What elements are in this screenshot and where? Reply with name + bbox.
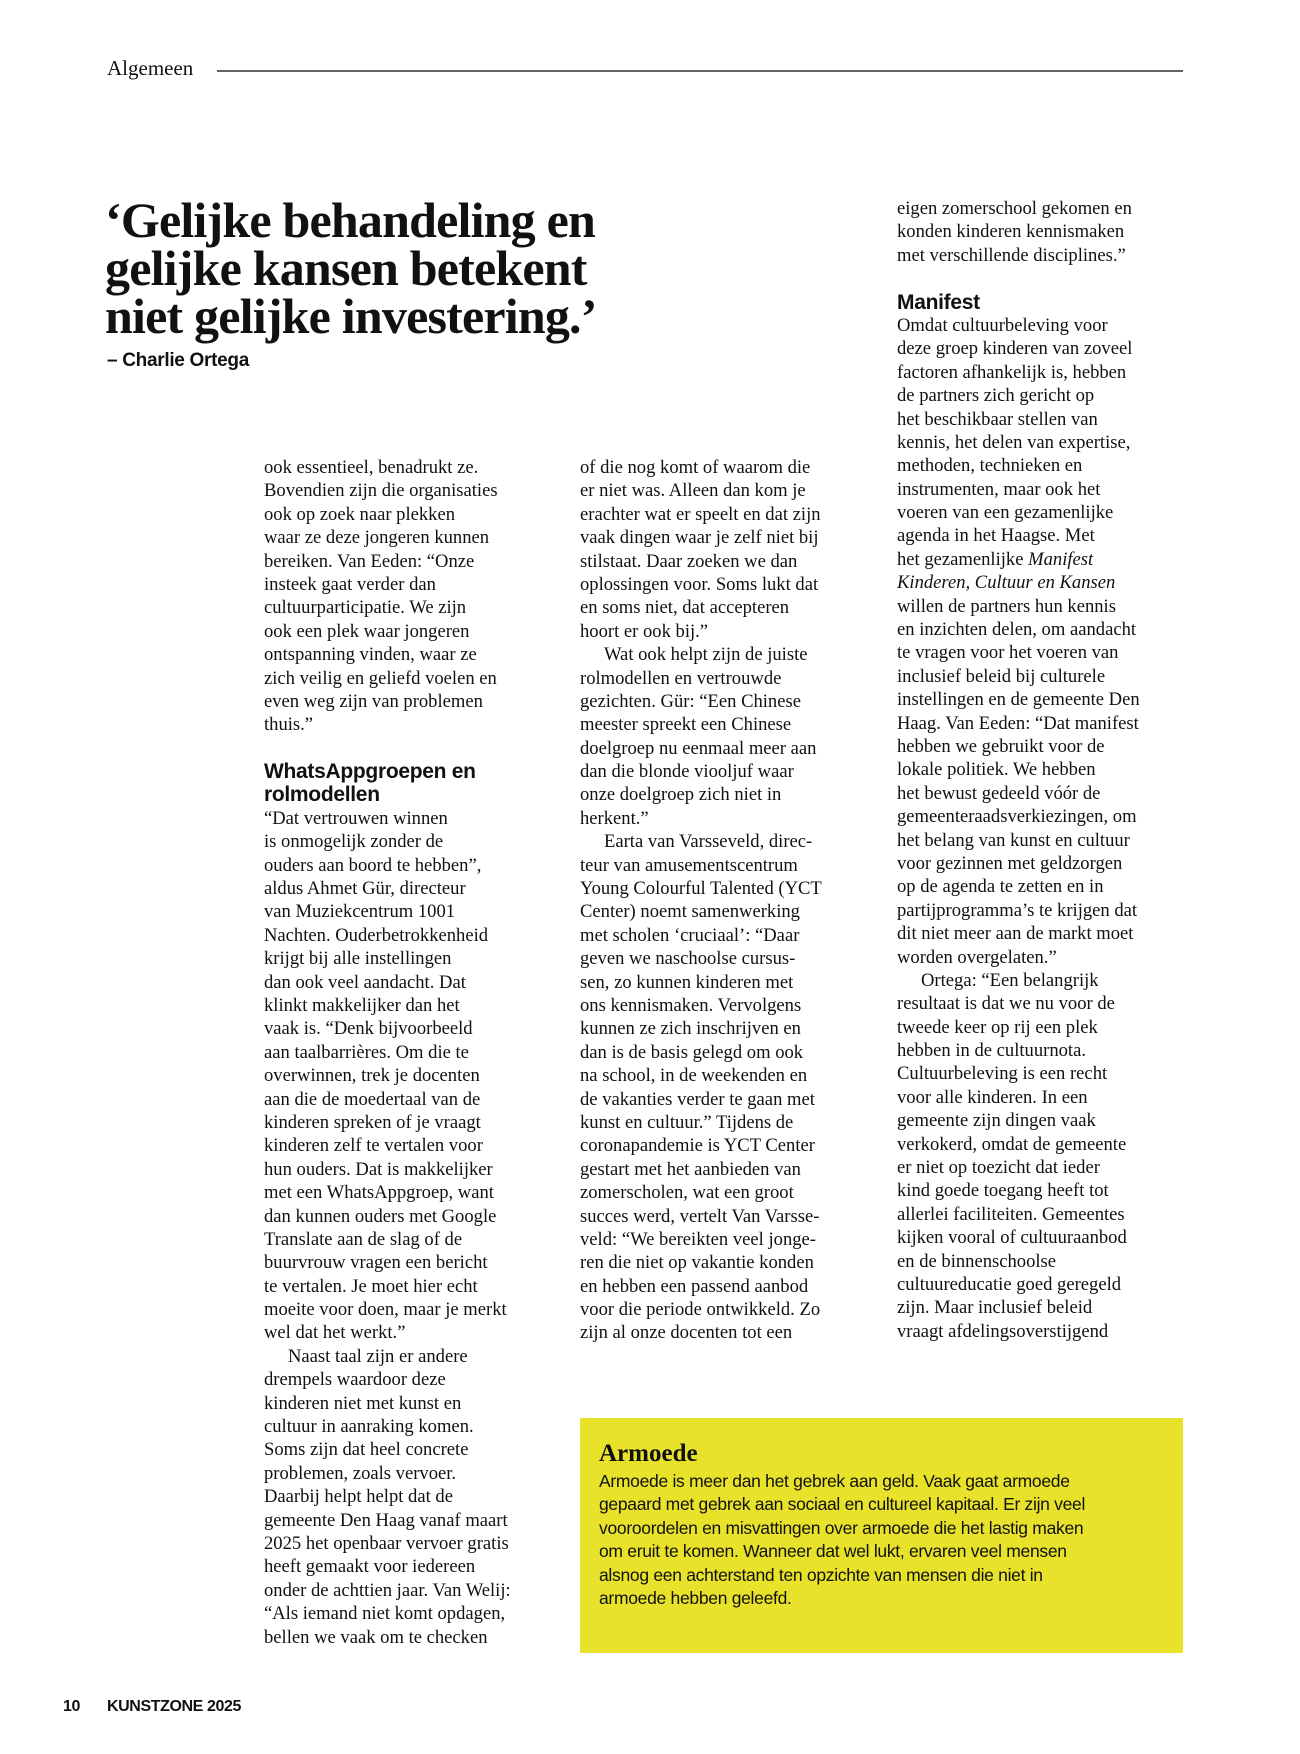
text-line: Center) noemt samenwerking xyxy=(580,901,800,923)
text-line: ons kennismaken. Vervolgens xyxy=(580,994,802,1016)
text-line: vraagt afdelingsoverstijgend xyxy=(897,1320,1109,1342)
text-line: dan kunnen ouders met Google xyxy=(264,1205,497,1227)
text-line: veld: “We bereikten veel jonge- xyxy=(580,1228,816,1250)
text-line: problemen, zoals vervoer. xyxy=(264,1462,457,1484)
text-line: sen, zo kunnen kinderen met xyxy=(580,971,794,993)
info-box-line: vooroordelen en misvattingen over armoede die het lastig maken xyxy=(599,1517,1084,1538)
text-line: Haag. Van Eeden: “Dat manifest xyxy=(897,712,1139,734)
text-line: aan die de moedertaal van de xyxy=(264,1088,481,1110)
info-box-line: Armoede is meer dan het gebrek aan geld. Vaak gaat armoede xyxy=(599,1471,1070,1491)
pull-quote-line: ‘Gelijke behandeling en xyxy=(105,192,595,248)
text-line: het bewust gedeeld vóór de xyxy=(897,782,1101,804)
text-line: succes werd, vertelt Van Varsse- xyxy=(580,1205,820,1227)
text-line: het beschikbaar stellen van xyxy=(897,408,1098,430)
text-line: met een WhatsAppgroep, want xyxy=(264,1182,494,1204)
text-line: kinderen spreken of je vraagt xyxy=(264,1111,481,1133)
text-line: Omdat cultuurbeleving voor xyxy=(897,314,1108,336)
text-line: ook essentieel, benadrukt ze. xyxy=(264,457,479,478)
text-line: waar ze deze jongeren kunnen xyxy=(264,527,490,549)
text-line: agenda in het Haagse. Met xyxy=(897,525,1095,547)
text-line: de partners zich gericht op xyxy=(897,385,1095,407)
text-line: vaak dingen waar je zelf niet bij xyxy=(580,527,819,549)
text-line: konden kinderen kennismaken xyxy=(897,221,1125,243)
text-line: het belang van kunst en cultuur xyxy=(897,829,1130,851)
text-line: resultaat is dat we nu voor de xyxy=(897,993,1115,1015)
text-line: instrumenten, maar ook het xyxy=(897,478,1101,500)
text-line: hun ouders. Dat is makkelijker xyxy=(264,1158,493,1180)
text-line: ouders aan boord te hebben”, xyxy=(264,854,482,876)
text-line: ook op zoek naar plekken xyxy=(264,503,456,525)
info-box-line: armoede hebben geleefd. xyxy=(599,1588,792,1609)
text-line xyxy=(897,548,1197,571)
info-box-line: om eruit te komen. Wanneer dat wel lukt, ervaren veel mensen xyxy=(599,1541,1067,1562)
text-line: gemeente zijn dingen vaak xyxy=(897,1110,1096,1132)
text-line: er niet was. Alleen dan kom je xyxy=(580,480,806,502)
text-line: vaak is. “Denk bijvoorbeeld xyxy=(264,1018,473,1040)
publication-name: KUNSTZONE 2025 xyxy=(107,1698,241,1715)
info-box-title: Armoede xyxy=(599,1440,698,1467)
text-line: met verschillende disciplines.” xyxy=(897,244,1126,266)
section-heading: rolmodellen xyxy=(264,783,380,807)
text-line: met scholen ‘cruciaal’: “Daar xyxy=(580,924,800,946)
text-line: hebben we gebruikt voor de xyxy=(897,736,1105,757)
text-line: zijn. Maar inclusief beleid xyxy=(897,1297,1093,1319)
spacer xyxy=(264,737,564,760)
italic-title: Kinderen, Cultuur en Kansen xyxy=(897,572,1116,594)
text-line: kijken vooral of cultuuraanbod xyxy=(897,1227,1127,1249)
text-line: dan is de basis gelegd om ook xyxy=(580,1041,804,1063)
text-line: te vertalen. Je moet hier echt xyxy=(264,1275,478,1297)
text-line: Nachten. Ouderbetrokkenheid xyxy=(264,924,489,946)
text-line: hebben in de cultuurnota. xyxy=(897,1040,1086,1062)
text-line: willen de partners hun kennis xyxy=(897,595,1116,617)
text-line: lokale politiek. We hebben xyxy=(897,759,1096,781)
italic-title: Manifest xyxy=(1028,548,1094,570)
paragraph-start: Wat ook helpt zijn de juiste xyxy=(604,644,808,666)
text-line: meester spreekt een Chinese xyxy=(580,714,792,736)
text-line: methoden, technieken en xyxy=(897,455,1083,477)
text-line: en hebben een passend aanbod xyxy=(580,1275,809,1297)
text-line: gemeenteraadsverkiezingen, om xyxy=(897,806,1137,828)
text-line: kunst en cultuur.” Tijdens de xyxy=(580,1111,794,1133)
text-line: voeren van een gezamenlijke xyxy=(897,502,1114,524)
text-line: stilstaat. Daar zoeken we dan xyxy=(580,550,798,572)
info-box-line: gepaard met gebrek aan sociaal en cultureel kapitaal. Er zijn veel xyxy=(599,1494,1086,1515)
text-line: er niet op toezicht dat ieder xyxy=(897,1157,1100,1179)
section-label: Algemeen xyxy=(107,56,194,80)
text-line: coronapandemie is YCT Center xyxy=(580,1135,815,1157)
text-line: gestart met het aanbieden van xyxy=(580,1158,801,1180)
text-line: onder de achttien jaar. Van Welij: xyxy=(264,1579,511,1601)
text-line: kunnen ze zich inschrijven en xyxy=(580,1018,801,1040)
section-heading: WhatsAppgroepen en xyxy=(264,760,476,784)
text-line xyxy=(897,571,1197,594)
article-column-2 xyxy=(580,456,880,1345)
text-line: verkokerd, omdat de gemeente xyxy=(897,1133,1127,1155)
section-heading: Manifest xyxy=(897,290,980,314)
text-line: drempels waardoor deze xyxy=(264,1369,446,1391)
text-line: voor alle kinderen. In een xyxy=(897,1086,1088,1108)
text-line: voor die periode ontwikkeld. Zo xyxy=(580,1299,821,1321)
text-line: aan taalbarrières. Om die te xyxy=(264,1041,469,1063)
text-line: “Dat vertrouwen winnen xyxy=(264,807,448,829)
text-line: overwinnen, trek je docenten xyxy=(264,1065,480,1087)
text-line: cultuureducatie goed geregeld xyxy=(897,1273,1122,1295)
info-box-line: alsnog een achterstand ten opzichte van mensen die niet in xyxy=(599,1564,1043,1585)
text-line: Cultuurbeleving is een recht xyxy=(897,1063,1108,1085)
text-line: te vragen voor het voeren van xyxy=(897,642,1119,664)
text-line: herkent.” xyxy=(580,807,649,829)
text-line: na school, in de weekenden en xyxy=(580,1065,808,1087)
header-divider xyxy=(217,70,1183,72)
paragraph-start: Earta van Varsseveld, direc- xyxy=(604,831,813,853)
text-line: en soms niet, dat accepteren xyxy=(580,597,790,619)
text-line: allerlei faciliteiten. Gemeentes xyxy=(897,1203,1125,1225)
text-line: zomerscholen, wat een groot xyxy=(580,1182,794,1204)
info-box-text xyxy=(599,1470,1085,1610)
text-line: deze groep kinderen van zoveel xyxy=(897,338,1133,360)
text-line: dit niet meer aan de markt moet xyxy=(897,923,1134,945)
text-line: bellen we vaak om te checken xyxy=(264,1626,488,1648)
text-line: Daarbij helpt helpt dat de xyxy=(264,1486,453,1508)
text-line: teur van amusementscentrum xyxy=(580,854,798,876)
text-line: factoren afhankelijk is, hebben xyxy=(897,361,1127,383)
text-line: bereiken. Van Eeden: “Onze xyxy=(264,550,475,572)
text-line: ook een plek waar jongeren xyxy=(264,620,470,642)
text-line: of die nog komt of waarom die xyxy=(580,457,811,478)
text-line: onze doelgroep zich niet in xyxy=(580,784,782,806)
text-line: inclusief beleid bij culturele xyxy=(897,665,1106,687)
text-line: kinderen niet met kunst en xyxy=(264,1392,462,1414)
paragraph-start: Naast taal zijn er andere xyxy=(288,1345,468,1367)
text-line: op de agenda te zetten en in xyxy=(897,876,1104,898)
text-line: worden overgelaten.” xyxy=(897,946,1057,968)
text-line: hoort er ook bij.” xyxy=(580,620,709,642)
text-line: cultuur in aanraking komen. xyxy=(264,1416,474,1438)
text-line: erachter wat er speelt en dat zijn xyxy=(580,503,821,525)
paragraph-start: Ortega: “Een belangrijk xyxy=(921,969,1099,991)
text-line: kennis, het delen van expertise, xyxy=(897,431,1131,453)
text-line: cultuurparticipatie. We zijn xyxy=(264,597,467,619)
text-line: en inzichten delen, om aandacht xyxy=(897,619,1137,641)
pull-quote-line: niet gelijke investering.’ xyxy=(105,288,597,344)
text-line: oplossingen voor. Soms lukt dat xyxy=(580,573,819,595)
text-line: Translate aan de slag of de xyxy=(264,1228,463,1250)
text-line: tweede keer op rij een plek xyxy=(897,1016,1098,1038)
text-line: is onmogelijk zonder de xyxy=(264,831,444,853)
text-line: krijgt bij alle instellingen xyxy=(264,948,452,970)
text-line: dan die blonde viooljuf waar xyxy=(580,761,794,783)
text-line: doelgroep nu eenmaal meer aan xyxy=(580,737,817,759)
text-line: van Muziekcentrum 1001 xyxy=(264,901,456,923)
text-line: moeite voor doen, maar je merkt xyxy=(264,1299,507,1321)
text-line: wel dat het werkt.” xyxy=(264,1322,406,1344)
text-line: eigen zomerschool gekomen en xyxy=(897,198,1132,219)
article-column-1 xyxy=(264,456,564,1649)
text-line: Soms zijn dat heel concrete xyxy=(264,1439,469,1461)
text-line: klinkt makkelijker dan het xyxy=(264,995,460,1017)
article-column-3 xyxy=(897,197,1197,1343)
text-line: voor gezinnen met geldzorgen xyxy=(897,852,1123,874)
spacer xyxy=(897,267,1197,290)
text-line: gezichten. Gür: “Een Chinese xyxy=(580,690,801,712)
text-line: en de binnenschoolse xyxy=(897,1250,1057,1272)
pull-quote-author: – Charlie Ortega xyxy=(107,350,249,371)
text-line: geven we naschoolse cursus- xyxy=(580,948,796,970)
text-line: rolmodellen en vertrouwde xyxy=(580,667,782,689)
text-segment: het gezamenlijke xyxy=(897,548,1029,570)
text-line: Young Colourful Talented (YCT xyxy=(580,878,822,900)
text-line: insteek gaat verder dan xyxy=(264,573,436,595)
pull-quote xyxy=(105,192,597,344)
page-number: 10 xyxy=(63,1698,80,1715)
text-line: even weg zijn van problemen xyxy=(264,690,483,712)
text-line: zich veilig en geliefd voelen en xyxy=(264,667,497,689)
text-line: heeft gemaakt voor iedereen xyxy=(264,1556,476,1578)
text-line: instellingen en de gemeente Den xyxy=(897,689,1140,711)
text-line: partijprogramma’s te krijgen dat xyxy=(897,899,1138,921)
text-line: aldus Ahmet Gür, directeur xyxy=(264,878,466,900)
pull-quote-line: gelijke kansen betekent xyxy=(105,240,587,296)
text-line: kinderen zelf te vertalen voor xyxy=(264,1135,483,1157)
text-line: “Als iemand niet komt opdagen, xyxy=(264,1603,506,1625)
text-line: gemeente Den Haag vanaf maart xyxy=(264,1509,508,1531)
text-line: buurvrouw vragen een bericht xyxy=(264,1252,488,1274)
text-line: thuis.” xyxy=(264,714,314,736)
info-box-armoede xyxy=(580,1418,1183,1653)
text-line: zijn al onze docenten tot een xyxy=(580,1322,793,1344)
text-line: de vakanties verder te gaan met xyxy=(580,1088,815,1110)
text-line: ontspanning vinden, waar ze xyxy=(264,644,477,666)
text-line: kind goede toegang heeft tot xyxy=(897,1180,1109,1202)
text-line: Bovendien zijn die organisaties xyxy=(264,480,498,502)
text-line: ren die niet op vakantie konden xyxy=(580,1252,814,1274)
text-line: 2025 het openbaar vervoer gratis xyxy=(264,1533,509,1554)
text-line: dan ook veel aandacht. Dat xyxy=(264,971,466,993)
